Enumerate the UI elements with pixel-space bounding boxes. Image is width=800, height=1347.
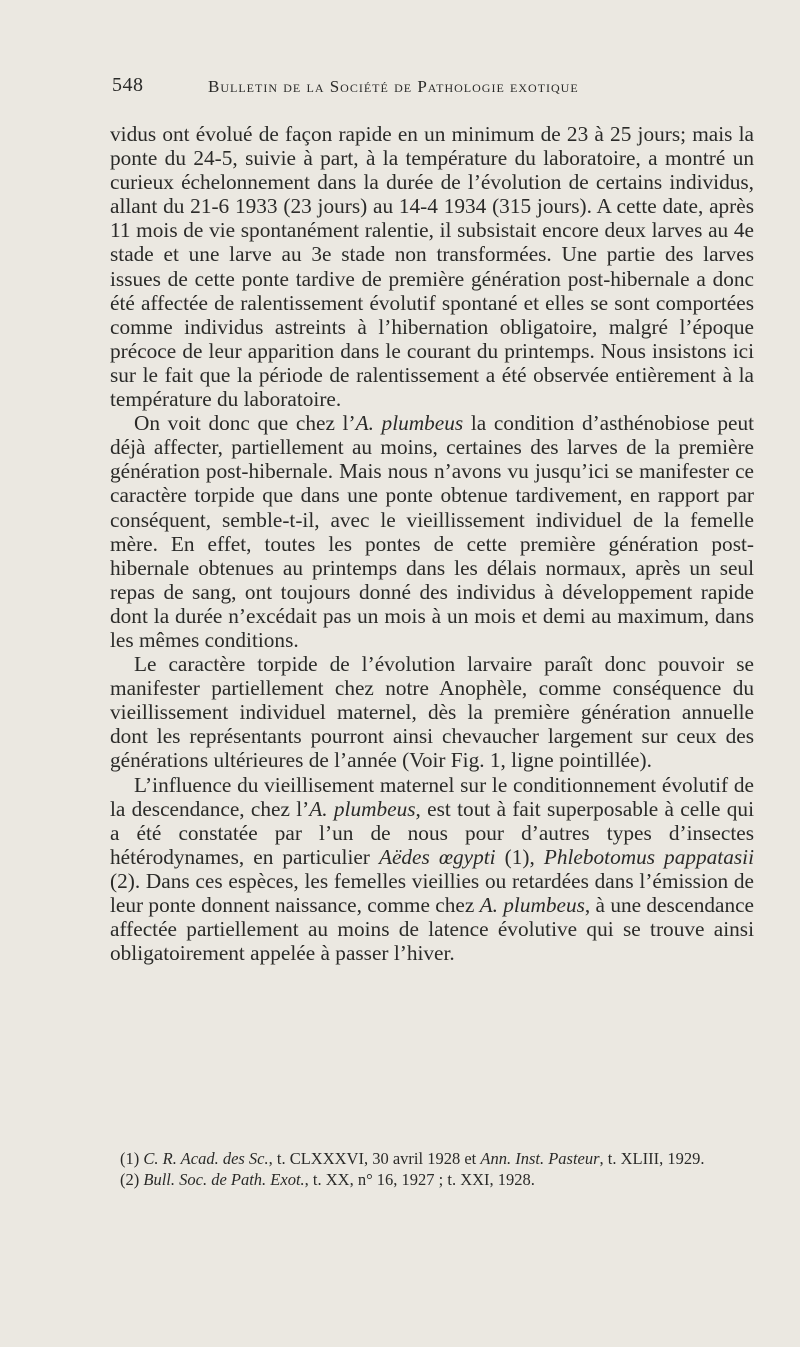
text-run: vidus ont évolué de façon rapide en un minimum de 23 à 25 jours; mais la ponte du 24-5, suivie à part, à la température du laboratoire, a montré un curieux échelonnement dans la durée de l’évolution de certains individus, allant du 21-6 1933 (23 jours) au 14-4 1934 (315 jours). A cette date, après 11 mois de vie spontanément ralentie, il subsistait encore deux larves au 4e stade et une larve au 3e stade non transformées. Une partie des larves issues de cette ponte tardive de première génération post-hibernale a donc été affectée de ralentissement évolutif spontané et elles se sont comportées comme individus astreints à l’hibernation obligatoire, malgré l’époque précoce de leur apparition dans le courant du printemps. Nous insistons ici sur le fait que la période de ralentissement a été observée entièrement à la température du laboratoire.: [110, 122, 754, 412]
footnotes: [110, 1148, 754, 1190]
italic-run: Phlebotomus pappatasii: [543, 844, 754, 869]
italic-run: A. plumbeus: [355, 411, 464, 436]
paragraph: [110, 411, 754, 652]
page-number: 548: [112, 74, 144, 96]
text-run: , t. XLIII, 1929.: [599, 1149, 705, 1168]
text-run: (1),: [495, 844, 544, 869]
italic-run: A. plumbeus: [309, 796, 416, 821]
paragraph: [110, 652, 754, 772]
text-run: (1): [120, 1149, 144, 1168]
text-run: la condition d’asthénobiose peut déjà affecter, partiellement au moins, certaines des larves de la première génération post-hibernale. Mais nous n’avons vu jusqu’ici se manifester ce caractère torpide que dans une ponte obtenue tardivement, en rapport par conséquent, semble-t-il, avec le vieillissement individuel de la femelle mère. En effet, toutes les pontes de cette première génération post-hibernale obtenues au printemps dans les délais normaux, après un seul repas de sang, ont toujours donné des individus à développement rapide dont la durée n’excédait pas un mois à un mois et demi au maximum, dans les mêmes conditions.: [110, 411, 755, 652]
footnote: [110, 1169, 754, 1190]
italic-run: Ann. Inst. Pasteur: [480, 1149, 600, 1168]
page-header: [112, 74, 672, 104]
paragraph: [110, 122, 754, 411]
italic-run: C. R. Acad. des Sc.: [143, 1149, 269, 1168]
text-run: On voit donc que chez l’: [134, 411, 356, 436]
text-run: (2): [120, 1170, 144, 1189]
italic-run: A. plumbeus: [479, 893, 585, 917]
italic-run: Bull. Soc. de Path. Exot.: [143, 1170, 305, 1189]
running-title: Bulletin de la Société de Pathologie exotique: [208, 77, 579, 96]
italic-run: Aëdes œgypti: [378, 844, 496, 869]
text-run: , est tout à fait superposable à celle qui a été constatée par l’un de nous pour d’autres types d’insectes hétérodynames, en particulier: [110, 796, 754, 869]
text-run: Le caractère torpide de l’évolution larvaire paraît donc pouvoir se manifester partiellement chez notre Anophèle, comme conséquence du vieillissement individuel maternel, dès la première génération annuelle dont les représentants pourront ainsi chevaucher largement sur ceux des générations ultérieures de l’année (Voir Fig. 1, ligne pointillée).: [110, 652, 754, 773]
text-run: L’influence du vieillisement maternel sur le conditionnement évolutif de la descendance, chez l’: [110, 772, 754, 821]
text-run: , t. XX, n° 16, 1927 ; t. XXI, 1928.: [304, 1170, 535, 1189]
body-text: [110, 122, 754, 965]
paragraph: [110, 773, 754, 966]
footnote: [110, 1148, 754, 1169]
text-run: , à une descendance affectée partiellement au moins de latence évolutive qui se trouve ainsi obligatoirement appelée à passer l’hiver.: [110, 893, 755, 966]
text-run: (2). Dans ces espèces, les femelles vieillies ou retardées dans l’émission de leur ponte donnent naissance, comme chez: [110, 868, 754, 917]
text-run: , t. CLXXXVI, 30 avril 1928 et: [268, 1149, 481, 1168]
